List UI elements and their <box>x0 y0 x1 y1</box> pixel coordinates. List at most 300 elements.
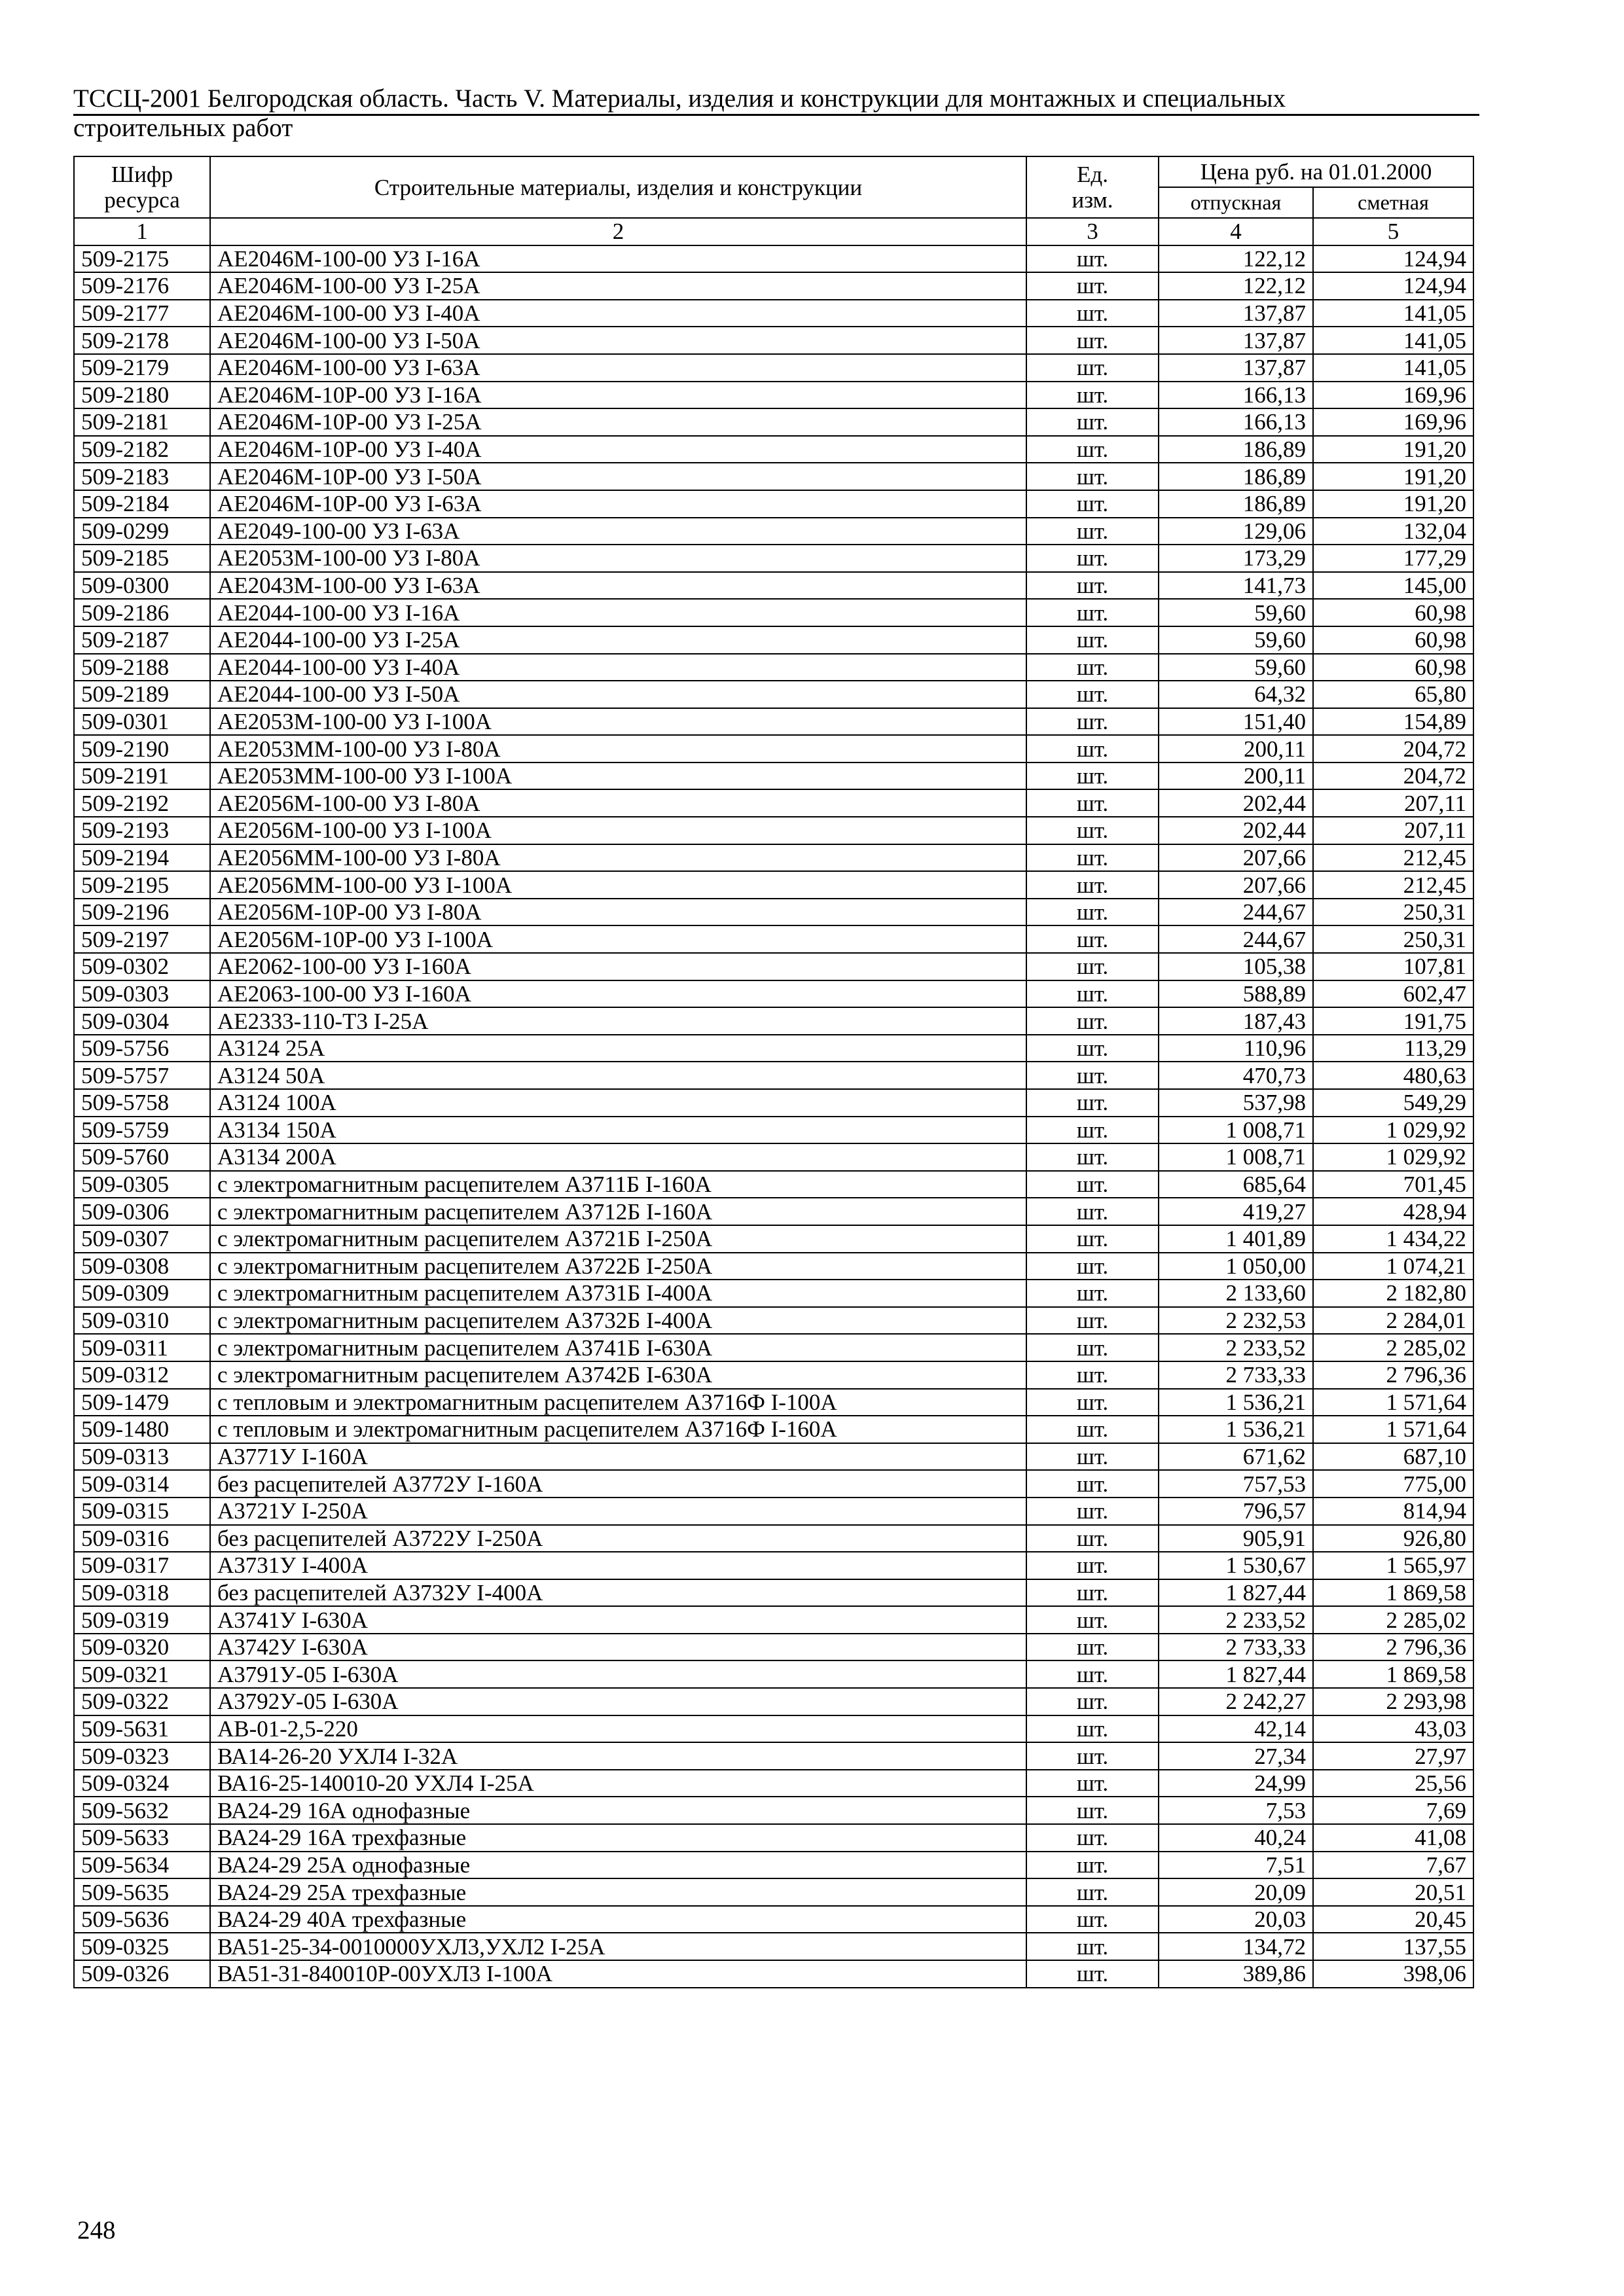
cell-unit: шт. <box>1026 762 1159 790</box>
table-row <box>74 1878 1473 1906</box>
cell-unit: шт. <box>1026 1660 1159 1688</box>
cell-unit: шт. <box>1026 1606 1159 1634</box>
table-row <box>74 1525 1473 1552</box>
table-row <box>74 1579 1473 1607</box>
cell-estimate-price: 141,05 <box>1313 300 1473 327</box>
column-header-code <box>74 156 210 218</box>
cell-release-price: 1 050,00 <box>1159 1253 1313 1280</box>
cell-release-price: 110,96 <box>1159 1035 1313 1062</box>
cell-name: ВА51-31-840010Р-00УХЛ3 I-100А <box>210 1960 1026 1988</box>
cell-estimate-price: 177,29 <box>1313 545 1473 572</box>
cell-release-price: 202,44 <box>1159 817 1313 844</box>
cell-estimate-price: 137,55 <box>1313 1933 1473 1960</box>
cell-unit: шт. <box>1026 1852 1159 1879</box>
table-row <box>74 436 1473 463</box>
cell-name: А3731У I-400А <box>210 1552 1026 1579</box>
cell-release-price: 1 827,44 <box>1159 1660 1313 1688</box>
column-header-unit-label: Ед. изм. <box>1072 162 1113 213</box>
cell-release-price: 2 233,52 <box>1159 1334 1313 1361</box>
cell-code: 509-0317 <box>74 1552 210 1579</box>
table-row <box>74 1143 1473 1171</box>
table-row <box>74 953 1473 980</box>
cell-estimate-price: 1 434,22 <box>1313 1225 1473 1253</box>
cell-name: АЕ2046М-10Р-00 УЗ I-63А <box>210 490 1026 518</box>
table-row <box>74 1198 1473 1225</box>
cell-unit: шт. <box>1026 1089 1159 1117</box>
cell-name: А3124 100А <box>210 1089 1026 1117</box>
cell-name: АЕ2046М-10Р-00 УЗ I-16А <box>210 382 1026 409</box>
cell-release-price: 1 008,71 <box>1159 1117 1313 1144</box>
table-row <box>74 408 1473 436</box>
cell-release-price: 2 242,27 <box>1159 1688 1313 1715</box>
cell-release-price: 187,43 <box>1159 1007 1313 1035</box>
cell-unit: шт. <box>1026 1280 1159 1307</box>
cell-estimate-price: 20,51 <box>1313 1878 1473 1906</box>
cell-code: 509-2193 <box>74 817 210 844</box>
cell-release-price: 137,87 <box>1159 354 1313 382</box>
cell-name: АВ-01-2,5-220 <box>210 1715 1026 1743</box>
table-row <box>74 980 1473 1008</box>
table-row <box>74 1416 1473 1443</box>
cell-name: с электромагнитным расцепителем А3732Б I-400А <box>210 1307 1026 1335</box>
cell-code: 509-2191 <box>74 762 210 790</box>
table-row <box>74 1389 1473 1416</box>
cell-estimate-price: 141,05 <box>1313 354 1473 382</box>
cell-release-price: 2 733,33 <box>1159 1634 1313 1661</box>
cell-estimate-price: 2 796,36 <box>1313 1361 1473 1389</box>
cell-name: ВА24-29 16А однофазные <box>210 1797 1026 1824</box>
cell-estimate-price: 212,45 <box>1313 871 1473 899</box>
cell-release-price: 59,60 <box>1159 626 1313 654</box>
cell-name: АЕ2056М-10Р-00 УЗ I-80А <box>210 899 1026 926</box>
cell-code: 509-5758 <box>74 1089 210 1117</box>
cell-name: АЕ2063-100-00 УЗ I-160А <box>210 980 1026 1008</box>
cell-unit: шт. <box>1026 1552 1159 1579</box>
cell-unit: шт. <box>1026 1525 1159 1552</box>
cell-code: 509-2196 <box>74 899 210 926</box>
table-row <box>74 327 1473 354</box>
cell-estimate-price: 169,96 <box>1313 408 1473 436</box>
table-row <box>74 1498 1473 1525</box>
cell-code: 509-0305 <box>74 1171 210 1198</box>
cell-name: АЕ2046М-10Р-00 УЗ I-40А <box>210 436 1026 463</box>
cell-code: 509-2181 <box>74 408 210 436</box>
cell-code: 509-1480 <box>74 1416 210 1443</box>
column-number: 3 <box>1026 218 1159 245</box>
cell-code: 509-0313 <box>74 1443 210 1471</box>
cell-release-price: 905,91 <box>1159 1525 1313 1552</box>
cell-release-price: 207,66 <box>1159 844 1313 872</box>
table-row <box>74 1634 1473 1661</box>
cell-unit: шт. <box>1026 1634 1159 1661</box>
cell-release-price: 166,13 <box>1159 408 1313 436</box>
cell-release-price: 1 530,67 <box>1159 1552 1313 1579</box>
cell-estimate-price: 1 565,97 <box>1313 1552 1473 1579</box>
table-row <box>74 300 1473 327</box>
cell-code: 509-2182 <box>74 436 210 463</box>
cell-unit: шт. <box>1026 626 1159 654</box>
cell-release-price: 685,64 <box>1159 1171 1313 1198</box>
cell-code: 509-2184 <box>74 490 210 518</box>
table-row <box>74 1852 1473 1879</box>
cell-estimate-price: 1 029,92 <box>1313 1117 1473 1144</box>
cell-unit: шт. <box>1026 1225 1159 1253</box>
cell-release-price: 202,44 <box>1159 789 1313 817</box>
header-title-line-1: ТССЦ-2001 Белгородская область. Часть V. Материалы, изделия и конструкции для монтажных и специальных <box>73 84 1286 113</box>
cell-name: АЕ2044-100-00 УЗ I-50А <box>210 681 1026 708</box>
cell-code: 509-2195 <box>74 871 210 899</box>
table-row <box>74 899 1473 926</box>
cell-code: 509-0324 <box>74 1770 210 1797</box>
cell-unit: шт. <box>1026 1715 1159 1743</box>
cell-code: 509-0323 <box>74 1742 210 1770</box>
cell-estimate-price: 41,08 <box>1313 1824 1473 1852</box>
cell-estimate-price: 132,04 <box>1313 518 1473 545</box>
table-row <box>74 545 1473 572</box>
table-row <box>74 1660 1473 1688</box>
table-row <box>74 1797 1473 1824</box>
cell-release-price: 419,27 <box>1159 1198 1313 1225</box>
cell-estimate-price: 191,75 <box>1313 1007 1473 1035</box>
cell-name: ВА14-26-20 УХЛ4 I-32А <box>210 1742 1026 1770</box>
cell-name: с тепловым и электромагнитным расцепителем А3716Ф I-160А <box>210 1416 1026 1443</box>
cell-estimate-price: 7,69 <box>1313 1797 1473 1824</box>
cell-unit: шт. <box>1026 1062 1159 1089</box>
cell-code: 509-2177 <box>74 300 210 327</box>
cell-release-price: 105,38 <box>1159 953 1313 980</box>
cell-unit: шт. <box>1026 1171 1159 1198</box>
cell-release-price: 59,60 <box>1159 654 1313 681</box>
cell-code: 509-2188 <box>74 654 210 681</box>
table-row <box>74 518 1473 545</box>
cell-code: 509-5636 <box>74 1906 210 1933</box>
cell-code: 509-0314 <box>74 1470 210 1498</box>
cell-name: А3791У-05 I-630А <box>210 1660 1026 1688</box>
cell-release-price: 166,13 <box>1159 382 1313 409</box>
cell-code: 509-0325 <box>74 1933 210 1960</box>
cell-release-price: 40,24 <box>1159 1824 1313 1852</box>
cell-name: ВА24-29 25А трехфазные <box>210 1878 1026 1906</box>
cell-code: 509-0311 <box>74 1334 210 1361</box>
table-row <box>74 844 1473 872</box>
cell-release-price: 537,98 <box>1159 1089 1313 1117</box>
table-row <box>74 708 1473 736</box>
cell-unit: шт. <box>1026 735 1159 762</box>
cell-unit: шт. <box>1026 953 1159 980</box>
cell-code: 509-0302 <box>74 953 210 980</box>
cell-name: А3721У I-250А <box>210 1498 1026 1525</box>
cell-code: 509-0306 <box>74 1198 210 1225</box>
cell-estimate-price: 2 182,80 <box>1313 1280 1473 1307</box>
cell-unit: шт. <box>1026 1933 1159 1960</box>
cell-name: АЕ2044-100-00 УЗ I-40А <box>210 654 1026 681</box>
cell-estimate-price: 27,97 <box>1313 1742 1473 1770</box>
table-row <box>74 1960 1473 1988</box>
cell-unit: шт. <box>1026 708 1159 736</box>
cell-estimate-price: 687,10 <box>1313 1443 1473 1471</box>
cell-unit: шт. <box>1026 871 1159 899</box>
cell-unit: шт. <box>1026 1389 1159 1416</box>
cell-code: 509-2180 <box>74 382 210 409</box>
cell-code: 509-0309 <box>74 1280 210 1307</box>
cell-release-price: 470,73 <box>1159 1062 1313 1089</box>
cell-unit: шт. <box>1026 545 1159 572</box>
cell-name: А3134 150А <box>210 1117 1026 1144</box>
cell-name: А3792У-05 I-630А <box>210 1688 1026 1715</box>
cell-estimate-price: 20,45 <box>1313 1906 1473 1933</box>
cell-unit: шт. <box>1026 654 1159 681</box>
column-header-estimate: сметная <box>1313 187 1473 218</box>
cell-name: АЕ2044-100-00 УЗ I-16А <box>210 599 1026 626</box>
cell-name: АЕ2053М-100-00 УЗ I-100А <box>210 708 1026 736</box>
table-row <box>74 1361 1473 1389</box>
cell-code: 509-5631 <box>74 1715 210 1743</box>
cell-release-price: 671,62 <box>1159 1443 1313 1471</box>
cell-unit: шт. <box>1026 272 1159 300</box>
cell-release-price: 24,99 <box>1159 1770 1313 1797</box>
cell-code: 509-0322 <box>74 1688 210 1715</box>
cell-unit: шт. <box>1026 817 1159 844</box>
cell-unit: шт. <box>1026 1307 1159 1335</box>
cell-name: А3771У I-160А <box>210 1443 1026 1471</box>
cell-unit: шт. <box>1026 1688 1159 1715</box>
cell-estimate-price: 398,06 <box>1313 1960 1473 1988</box>
column-header-code-label: Шифр ресурса <box>104 162 180 213</box>
table-row <box>74 382 1473 409</box>
cell-estimate-price: 2 285,02 <box>1313 1606 1473 1634</box>
cell-name: с электромагнитным расцепителем А3742Б I-630А <box>210 1361 1026 1389</box>
cell-code: 509-2192 <box>74 789 210 817</box>
cell-code: 509-0307 <box>74 1225 210 1253</box>
table-body <box>74 245 1473 1988</box>
cell-name: АЕ2049-100-00 УЗ I-63А <box>210 518 1026 545</box>
cell-estimate-price: 1 869,58 <box>1313 1579 1473 1607</box>
cell-code: 509-5634 <box>74 1852 210 1879</box>
cell-estimate-price: 250,31 <box>1313 899 1473 926</box>
cell-release-price: 244,67 <box>1159 899 1313 926</box>
column-header-price-group: Цена руб. на 01.01.2000 <box>1159 156 1473 187</box>
cell-release-price: 200,11 <box>1159 735 1313 762</box>
cell-code: 509-0319 <box>74 1606 210 1634</box>
cell-release-price: 186,89 <box>1159 463 1313 490</box>
table-row <box>74 626 1473 654</box>
table-row <box>74 1606 1473 1634</box>
cell-unit: шт. <box>1026 1117 1159 1144</box>
table-row <box>74 1824 1473 1852</box>
cell-release-price: 2 733,33 <box>1159 1361 1313 1389</box>
cell-code: 509-0303 <box>74 980 210 1008</box>
cell-estimate-price: 2 285,02 <box>1313 1334 1473 1361</box>
cell-release-price: 2 233,52 <box>1159 1606 1313 1634</box>
cell-code: 509-2175 <box>74 245 210 273</box>
header-rule <box>73 114 1479 116</box>
cell-release-price: 137,87 <box>1159 327 1313 354</box>
cell-code: 509-0299 <box>74 518 210 545</box>
cell-code: 509-2183 <box>74 463 210 490</box>
cell-release-price: 59,60 <box>1159 599 1313 626</box>
cell-release-price: 20,03 <box>1159 1906 1313 1933</box>
table-row <box>74 272 1473 300</box>
cell-release-price: 122,12 <box>1159 272 1313 300</box>
cell-unit: шт. <box>1026 1143 1159 1171</box>
cell-name: ВА16-25-140010-20 УХЛ4 I-25А <box>210 1770 1026 1797</box>
cell-name: с электромагнитным расцепителем А3731Б I-400А <box>210 1280 1026 1307</box>
cell-release-price: 200,11 <box>1159 762 1313 790</box>
cell-unit: шт. <box>1026 518 1159 545</box>
table-row <box>74 1171 1473 1198</box>
cell-name: А3742У I-630А <box>210 1634 1026 1661</box>
cell-unit: шт. <box>1026 1198 1159 1225</box>
cell-name: АЕ2043М-100-00 УЗ I-63А <box>210 572 1026 600</box>
cell-name: АЕ2056М-100-00 УЗ I-80А <box>210 789 1026 817</box>
cell-name: АЕ2056ММ-100-00 УЗ I-80А <box>210 844 1026 872</box>
table-row <box>74 654 1473 681</box>
cell-unit: шт. <box>1026 1906 1159 1933</box>
cell-code: 509-0320 <box>74 1634 210 1661</box>
cell-release-price: 64,32 <box>1159 681 1313 708</box>
cell-unit: шт. <box>1026 382 1159 409</box>
cell-estimate-price: 191,20 <box>1313 490 1473 518</box>
cell-name: ВА24-29 16А трехфазные <box>210 1824 1026 1852</box>
cell-estimate-price: 204,72 <box>1313 762 1473 790</box>
table-row <box>74 1742 1473 1770</box>
cell-name: А3124 25А <box>210 1035 1026 1062</box>
column-number-row <box>74 218 1473 245</box>
cell-unit: шт. <box>1026 789 1159 817</box>
cell-code: 509-2190 <box>74 735 210 762</box>
column-number: 1 <box>74 218 210 245</box>
cell-estimate-price: 814,94 <box>1313 1498 1473 1525</box>
cell-name: АЕ2056М-100-00 УЗ I-100А <box>210 817 1026 844</box>
cell-release-price: 122,12 <box>1159 245 1313 273</box>
cell-unit: шт. <box>1026 1443 1159 1471</box>
cell-name: АЕ2046М-10Р-00 УЗ I-25А <box>210 408 1026 436</box>
table-row <box>74 762 1473 790</box>
cell-name: ВА24-29 40А трехфазные <box>210 1906 1026 1933</box>
table-row <box>74 1225 1473 1253</box>
cell-estimate-price: 25,56 <box>1313 1770 1473 1797</box>
table-row <box>74 1280 1473 1307</box>
cell-code: 509-0301 <box>74 708 210 736</box>
cell-release-price: 1 008,71 <box>1159 1143 1313 1171</box>
cell-code: 509-2176 <box>74 272 210 300</box>
cell-release-price: 1 401,89 <box>1159 1225 1313 1253</box>
cell-release-price: 173,29 <box>1159 545 1313 572</box>
table-row <box>74 817 1473 844</box>
cell-code: 509-5756 <box>74 1035 210 1062</box>
resource-price-table <box>73 156 1474 1988</box>
cell-estimate-price: 65,80 <box>1313 681 1473 708</box>
cell-unit: шт. <box>1026 354 1159 382</box>
table-row <box>74 681 1473 708</box>
cell-unit: шт. <box>1026 572 1159 600</box>
cell-unit: шт. <box>1026 899 1159 926</box>
cell-estimate-price: 250,31 <box>1313 925 1473 953</box>
cell-name: АЕ2053ММ-100-00 УЗ I-100А <box>210 762 1026 790</box>
cell-name: А3134 200А <box>210 1143 1026 1171</box>
cell-unit: шт. <box>1026 490 1159 518</box>
cell-code: 509-5759 <box>74 1117 210 1144</box>
cell-estimate-price: 154,89 <box>1313 708 1473 736</box>
cell-estimate-price: 191,20 <box>1313 436 1473 463</box>
cell-estimate-price: 124,94 <box>1313 245 1473 273</box>
cell-code: 509-2194 <box>74 844 210 872</box>
cell-name: АЕ2046М-100-00 УЗ I-40А <box>210 300 1026 327</box>
cell-code: 509-0304 <box>74 1007 210 1035</box>
column-header-release: отпускная <box>1159 187 1313 218</box>
cell-estimate-price: 1 029,92 <box>1313 1143 1473 1171</box>
cell-name: с электромагнитным расцепителем А3722Б I-250А <box>210 1253 1026 1280</box>
table-row <box>74 789 1473 817</box>
table-row <box>74 1688 1473 1715</box>
cell-unit: шт. <box>1026 980 1159 1008</box>
cell-release-price: 207,66 <box>1159 871 1313 899</box>
table-row <box>74 1307 1473 1335</box>
table-row <box>74 1552 1473 1579</box>
cell-estimate-price: 60,98 <box>1313 599 1473 626</box>
cell-code: 509-5760 <box>74 1143 210 1171</box>
table-row <box>74 1443 1473 1471</box>
cell-name: АЕ2053ММ-100-00 УЗ I-80А <box>210 735 1026 762</box>
table-row <box>74 1007 1473 1035</box>
cell-code: 509-5757 <box>74 1062 210 1089</box>
cell-code: 509-2189 <box>74 681 210 708</box>
cell-release-price: 2 232,53 <box>1159 1307 1313 1335</box>
cell-name: АЕ2056ММ-100-00 УЗ I-100А <box>210 871 1026 899</box>
cell-unit: шт. <box>1026 245 1159 273</box>
cell-release-price: 588,89 <box>1159 980 1313 1008</box>
cell-estimate-price: 204,72 <box>1313 735 1473 762</box>
cell-estimate-price: 1 074,21 <box>1313 1253 1473 1280</box>
cell-release-price: 186,89 <box>1159 490 1313 518</box>
table-row <box>74 871 1473 899</box>
header-title-line-2: строительных работ <box>73 114 293 142</box>
cell-release-price: 137,87 <box>1159 300 1313 327</box>
cell-estimate-price: 124,94 <box>1313 272 1473 300</box>
cell-code: 509-2187 <box>74 626 210 654</box>
cell-code: 509-2197 <box>74 925 210 953</box>
cell-code: 509-0318 <box>74 1579 210 1607</box>
cell-name: с электромагнитным расцепителем А3741Б I-630А <box>210 1334 1026 1361</box>
cell-release-price: 42,14 <box>1159 1715 1313 1743</box>
cell-name: А3741У I-630А <box>210 1606 1026 1634</box>
cell-code: 509-1479 <box>74 1389 210 1416</box>
cell-estimate-price: 207,11 <box>1313 817 1473 844</box>
cell-code: 509-0316 <box>74 1525 210 1552</box>
cell-unit: шт. <box>1026 1797 1159 1824</box>
cell-estimate-price: 701,45 <box>1313 1171 1473 1198</box>
cell-name: АЕ2062-100-00 УЗ I-160А <box>210 953 1026 980</box>
cell-unit: шт. <box>1026 300 1159 327</box>
cell-code: 509-0315 <box>74 1498 210 1525</box>
cell-code: 509-2178 <box>74 327 210 354</box>
cell-code: 509-0312 <box>74 1361 210 1389</box>
cell-release-price: 134,72 <box>1159 1933 1313 1960</box>
cell-estimate-price: 113,29 <box>1313 1035 1473 1062</box>
cell-unit: шт. <box>1026 1742 1159 1770</box>
table-row <box>74 1089 1473 1117</box>
cell-unit: шт. <box>1026 408 1159 436</box>
cell-unit: шт. <box>1026 1416 1159 1443</box>
cell-unit: шт. <box>1026 463 1159 490</box>
cell-release-price: 7,53 <box>1159 1797 1313 1824</box>
cell-estimate-price: 207,11 <box>1313 789 1473 817</box>
cell-name: без расцепителей А3732У I-400А <box>210 1579 1026 1607</box>
table-row <box>74 1470 1473 1498</box>
cell-code: 509-0310 <box>74 1307 210 1335</box>
cell-name: АЕ2046М-100-00 УЗ I-16А <box>210 245 1026 273</box>
cell-release-price: 2 133,60 <box>1159 1280 1313 1307</box>
